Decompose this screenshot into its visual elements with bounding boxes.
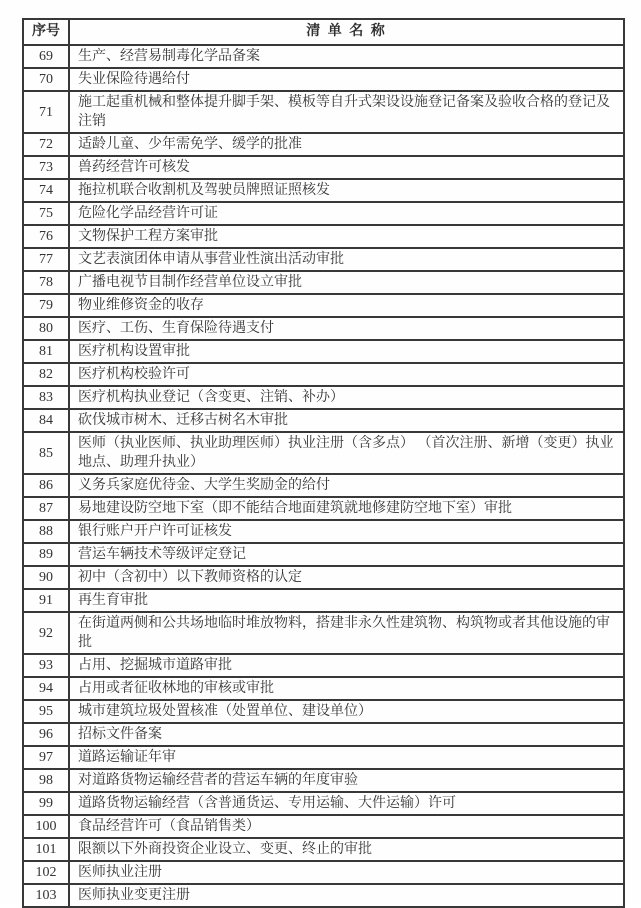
row-serial-number: 97 <box>23 746 69 769</box>
row-list-name: 医疗机构校验许可 <box>69 363 624 386</box>
table-row <box>23 156 624 179</box>
row-serial-number: 90 <box>23 566 69 589</box>
row-list-name: 食品经营许可（食品销售类） <box>69 815 624 838</box>
row-serial-number: 73 <box>23 156 69 179</box>
row-list-name: 道路货物运输经营（含普通货运、专用运输、大件运输）许可 <box>69 792 624 815</box>
table-body <box>23 45 624 907</box>
row-list-name: 医师执业注册 <box>69 861 624 884</box>
row-list-name: 拖拉机联合收割机及驾驶员牌照证照核发 <box>69 179 624 202</box>
row-serial-number: 82 <box>23 363 69 386</box>
row-serial-number: 77 <box>23 248 69 271</box>
row-list-name: 医疗机构设置审批 <box>69 340 624 363</box>
table-row <box>23 723 624 746</box>
table-row <box>23 225 624 248</box>
table-row <box>23 317 624 340</box>
checklist-table-container <box>22 18 625 908</box>
row-serial-number: 71 <box>23 91 69 133</box>
table-row <box>23 566 624 589</box>
table-row <box>23 884 624 907</box>
row-serial-number: 89 <box>23 543 69 566</box>
row-serial-number: 96 <box>23 723 69 746</box>
table-row <box>23 861 624 884</box>
row-list-name: 在街道两侧和公共场地临时堆放物料，搭建非永久性建筑物、构筑物或者其他设施的审批 <box>69 612 624 654</box>
table-row <box>23 677 624 700</box>
row-serial-number: 86 <box>23 474 69 497</box>
row-serial-number: 72 <box>23 133 69 156</box>
checklist-table <box>22 18 625 908</box>
row-serial-number: 74 <box>23 179 69 202</box>
header-row <box>23 19 624 45</box>
row-serial-number: 101 <box>23 838 69 861</box>
row-serial-number: 84 <box>23 409 69 432</box>
table-row <box>23 520 624 543</box>
table-row <box>23 133 624 156</box>
row-serial-number: 93 <box>23 654 69 677</box>
row-serial-number: 85 <box>23 432 69 474</box>
table-header <box>23 19 624 45</box>
row-serial-number: 103 <box>23 884 69 907</box>
table-row <box>23 294 624 317</box>
header-list-name: 清 单 名 称 <box>69 19 624 45</box>
row-serial-number: 94 <box>23 677 69 700</box>
table-row <box>23 792 624 815</box>
row-list-name: 施工起重机械和整体提升脚手架、模板等自升式架设设施登记备案及验收合格的登记及注销 <box>69 91 624 133</box>
table-row <box>23 409 624 432</box>
row-serial-number: 78 <box>23 271 69 294</box>
row-serial-number: 70 <box>23 68 69 91</box>
row-serial-number: 79 <box>23 294 69 317</box>
table-row <box>23 45 624 68</box>
row-list-name: 初中（含初中）以下教师资格的认定 <box>69 566 624 589</box>
row-list-name: 银行账户开户许可证核发 <box>69 520 624 543</box>
row-list-name: 文物保护工程方案审批 <box>69 225 624 248</box>
row-serial-number: 75 <box>23 202 69 225</box>
row-serial-number: 80 <box>23 317 69 340</box>
table-row <box>23 248 624 271</box>
row-serial-number: 102 <box>23 861 69 884</box>
row-list-name: 危险化学品经营许可证 <box>69 202 624 225</box>
row-list-name: 营运车辆技术等级评定登记 <box>69 543 624 566</box>
table-row <box>23 815 624 838</box>
row-serial-number: 83 <box>23 386 69 409</box>
table-row <box>23 474 624 497</box>
row-serial-number: 69 <box>23 45 69 68</box>
row-serial-number: 91 <box>23 589 69 612</box>
table-row <box>23 543 624 566</box>
row-serial-number: 99 <box>23 792 69 815</box>
row-serial-number: 87 <box>23 497 69 520</box>
row-list-name: 适龄儿童、少年需免学、缓学的批准 <box>69 133 624 156</box>
row-list-name: 医疗、工伤、生育保险待遇支付 <box>69 317 624 340</box>
row-list-name: 医师执业变更注册 <box>69 884 624 907</box>
row-list-name: 招标文件备案 <box>69 723 624 746</box>
row-list-name: 限额以下外商投资企业设立、变更、终止的审批 <box>69 838 624 861</box>
table-row <box>23 497 624 520</box>
row-list-name: 占用或者征收林地的审核或审批 <box>69 677 624 700</box>
table-row <box>23 363 624 386</box>
row-list-name: 生产、经营易制毒化学品备案 <box>69 45 624 68</box>
row-list-name: 城市建筑垃圾处置核准（处置单位、建设单位） <box>69 700 624 723</box>
table-row <box>23 91 624 133</box>
row-list-name: 物业维修资金的收存 <box>69 294 624 317</box>
row-list-name: 再生育审批 <box>69 589 624 612</box>
row-serial-number: 98 <box>23 769 69 792</box>
table-row <box>23 202 624 225</box>
row-serial-number: 81 <box>23 340 69 363</box>
row-list-name: 文艺表演团体申请从事营业性演出活动审批 <box>69 248 624 271</box>
row-list-name: 失业保险待遇给付 <box>69 68 624 91</box>
row-list-name: 广播电视节目制作经营单位设立审批 <box>69 271 624 294</box>
row-list-name: 义务兵家庭优待金、大学生奖励金的给付 <box>69 474 624 497</box>
row-list-name: 对道路货物运输经营者的营运车辆的年度审验 <box>69 769 624 792</box>
row-serial-number: 100 <box>23 815 69 838</box>
table-row <box>23 589 624 612</box>
table-row <box>23 700 624 723</box>
row-list-name: 砍伐城市树木、迁移古树名木审批 <box>69 409 624 432</box>
row-list-name: 医疗机构执业登记（含变更、注销、补办） <box>69 386 624 409</box>
row-serial-number: 88 <box>23 520 69 543</box>
header-serial-number: 序号 <box>23 19 69 45</box>
table-row <box>23 769 624 792</box>
row-list-name: 医师（执业医师、执业助理医师）执业注册（含多点） （首次注册、新增（变更）执业地点、助理升执业） <box>69 432 624 474</box>
table-row <box>23 432 624 474</box>
row-list-name: 占用、挖掘城市道路审批 <box>69 654 624 677</box>
row-serial-number: 76 <box>23 225 69 248</box>
row-serial-number: 95 <box>23 700 69 723</box>
table-row <box>23 340 624 363</box>
table-row <box>23 838 624 861</box>
table-row <box>23 612 624 654</box>
row-list-name: 兽药经营许可核发 <box>69 156 624 179</box>
table-row <box>23 654 624 677</box>
table-row <box>23 68 624 91</box>
row-list-name: 道路运输证年审 <box>69 746 624 769</box>
table-row <box>23 271 624 294</box>
table-row <box>23 386 624 409</box>
row-list-name: 易地建设防空地下室（即不能结合地面建筑就地修建防空地下室）审批 <box>69 497 624 520</box>
table-row <box>23 746 624 769</box>
table-row <box>23 179 624 202</box>
row-serial-number: 92 <box>23 612 69 654</box>
